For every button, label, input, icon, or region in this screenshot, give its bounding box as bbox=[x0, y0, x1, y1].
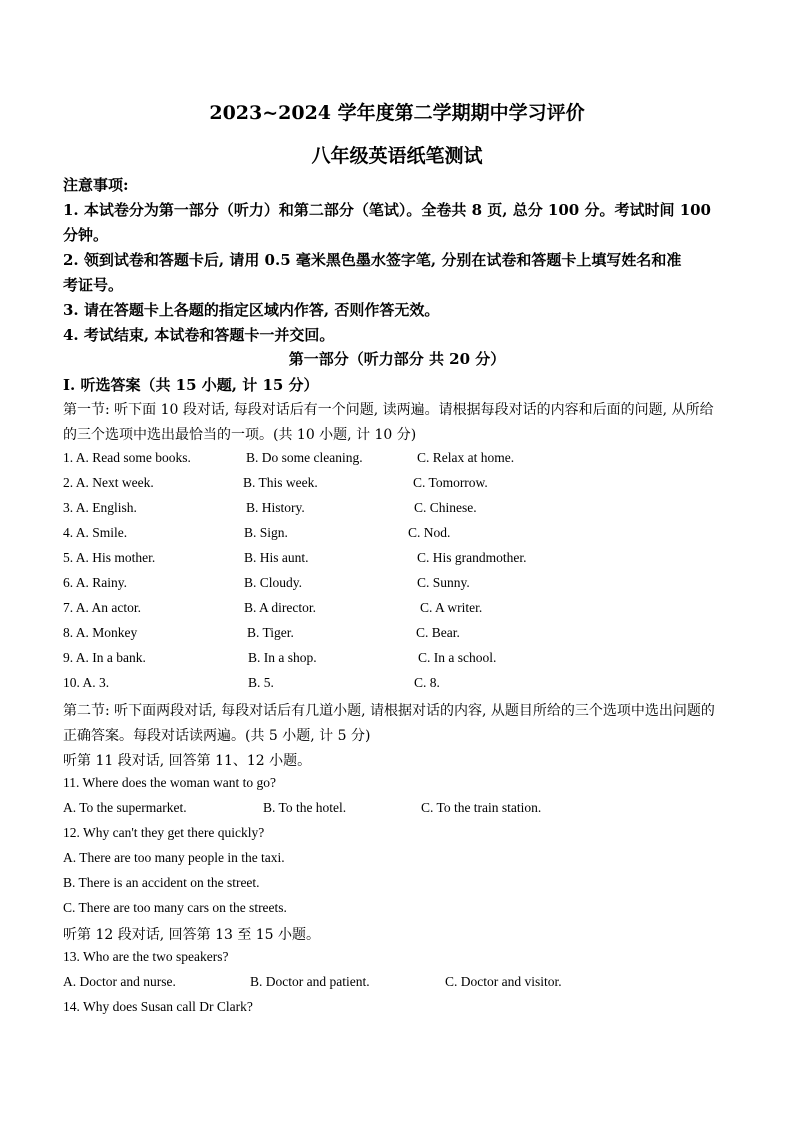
option-b: B. Cloudy. bbox=[244, 575, 303, 590]
option-a: 3. A. English. bbox=[63, 500, 137, 515]
section1-instruction: 第一节: 听下面 10 段对话, 每段对话后有一个问题, 读两遍。请根据每段对话的内容和后面的问题, 从所给 bbox=[63, 402, 714, 418]
q12-option-c: C. There are too many cars on the streets. bbox=[63, 900, 287, 915]
option-a: 9. A. In a bank. bbox=[63, 650, 146, 665]
option-a: 1. A. Read some books. bbox=[63, 450, 191, 465]
option-a: 7. A. An actor. bbox=[63, 600, 141, 615]
option-c: C. Chinese. bbox=[414, 500, 477, 515]
section2-instruction: 正确答案。每段对话读两遍。(共 5 小题, 计 5 分) bbox=[63, 728, 371, 744]
option-b: B. Tiger. bbox=[247, 625, 294, 640]
option-c: C. His grandmother. bbox=[417, 550, 527, 565]
question-13: 13. Who are the two speakers? bbox=[63, 949, 229, 964]
option-c: C. Sunny. bbox=[417, 575, 470, 590]
option-a: 6. A. Rainy. bbox=[63, 575, 127, 590]
question-12: 12. Why can't they get there quickly? bbox=[63, 825, 265, 840]
option-b: B. A director. bbox=[244, 600, 316, 615]
option-c: C. Tomorrow. bbox=[413, 475, 488, 490]
q12-option-a: A. There are too many people in the taxi. bbox=[63, 850, 285, 865]
option-c: C. Bear. bbox=[416, 625, 460, 640]
q11-option-b: B. To the hotel. bbox=[263, 800, 347, 815]
q13-option-a: A. Doctor and nurse. bbox=[63, 974, 176, 989]
dialog-12-note: 听第 12 段对话, 回答第 13 至 15 小题。 bbox=[63, 927, 321, 943]
exam-subtitle: 八年级英语纸笔测试 bbox=[311, 145, 483, 167]
option-b: B. History. bbox=[246, 500, 305, 515]
option-c: C. Nod. bbox=[408, 525, 451, 540]
question-11: 11. Where does the woman want to go? bbox=[63, 775, 276, 790]
note-line: 3. 请在答题卡上各题的指定区域内作答, 否则作答无效。 bbox=[63, 301, 440, 319]
note-line: 4. 考试结束, 本试卷和答题卡一并交回。 bbox=[63, 326, 335, 344]
option-c: C. 8. bbox=[414, 675, 440, 690]
note-line: 分钟。 bbox=[63, 226, 109, 244]
option-a: 10. A. 3. bbox=[63, 675, 110, 690]
question-14: 14. Why does Susan call Dr Clark? bbox=[63, 999, 253, 1014]
section2-instruction: 第二节: 听下面两段对话, 每段对话后有几道小题, 请根据对话的内容, 从题目所给的三个选项中选出问题的 bbox=[63, 703, 715, 719]
option-b: B. 5. bbox=[248, 675, 274, 690]
option-a: 8. A. Monkey bbox=[63, 625, 138, 640]
option-b: B. In a shop. bbox=[248, 650, 317, 665]
note-line: 2. 领到试卷和答题卡后, 请用 0.5 毫米黑色墨水签字笔, 分别在试卷和答题卡上填写姓名和准 bbox=[63, 251, 682, 269]
option-c: C. A writer. bbox=[420, 600, 483, 615]
q11-option-a: A. To the supermarket. bbox=[63, 800, 187, 815]
section1-instruction: 的三个选项中选出最恰当的一项。(共 10 小题, 计 10 分) bbox=[63, 427, 417, 443]
note-line: 1. 本试卷分为第一部分（听力）和第二部分（笔试）。全卷共 8 页, 总分 100 分。考试时间 100 bbox=[63, 201, 711, 219]
option-a: 2. A. Next week. bbox=[63, 475, 154, 490]
q11-option-c: C. To the train station. bbox=[421, 800, 542, 815]
note-line: 考证号。 bbox=[63, 276, 124, 294]
option-b: B. Do some cleaning. bbox=[246, 450, 363, 465]
dialog-11-note: 听第 11 段对话, 回答第 11、12 小题。 bbox=[63, 753, 312, 769]
part1-heading: 第一部分（听力部分 共 20 分） bbox=[288, 350, 506, 368]
q13-option-c: C. Doctor and visitor. bbox=[445, 974, 562, 989]
notes-heading: 注意事项: bbox=[63, 176, 129, 194]
option-c: C. In a school. bbox=[418, 650, 497, 665]
option-b: B. Sign. bbox=[244, 525, 288, 540]
option-b: B. This week. bbox=[243, 475, 318, 490]
option-a: 5. A. His mother. bbox=[63, 550, 156, 565]
option-a: 4. A. Smile. bbox=[63, 525, 128, 540]
option-b: B. His aunt. bbox=[244, 550, 309, 565]
q12-option-b: B. There is an accident on the street. bbox=[63, 875, 260, 890]
q13-option-b: B. Doctor and patient. bbox=[250, 974, 370, 989]
exam-title: 2023~2024 学年度第二学期期中学习评价 bbox=[209, 102, 585, 124]
section1-title: Ⅰ. 听选答案（共 15 小题, 计 15 分） bbox=[63, 376, 319, 394]
option-c: C. Relax at home. bbox=[417, 450, 515, 465]
